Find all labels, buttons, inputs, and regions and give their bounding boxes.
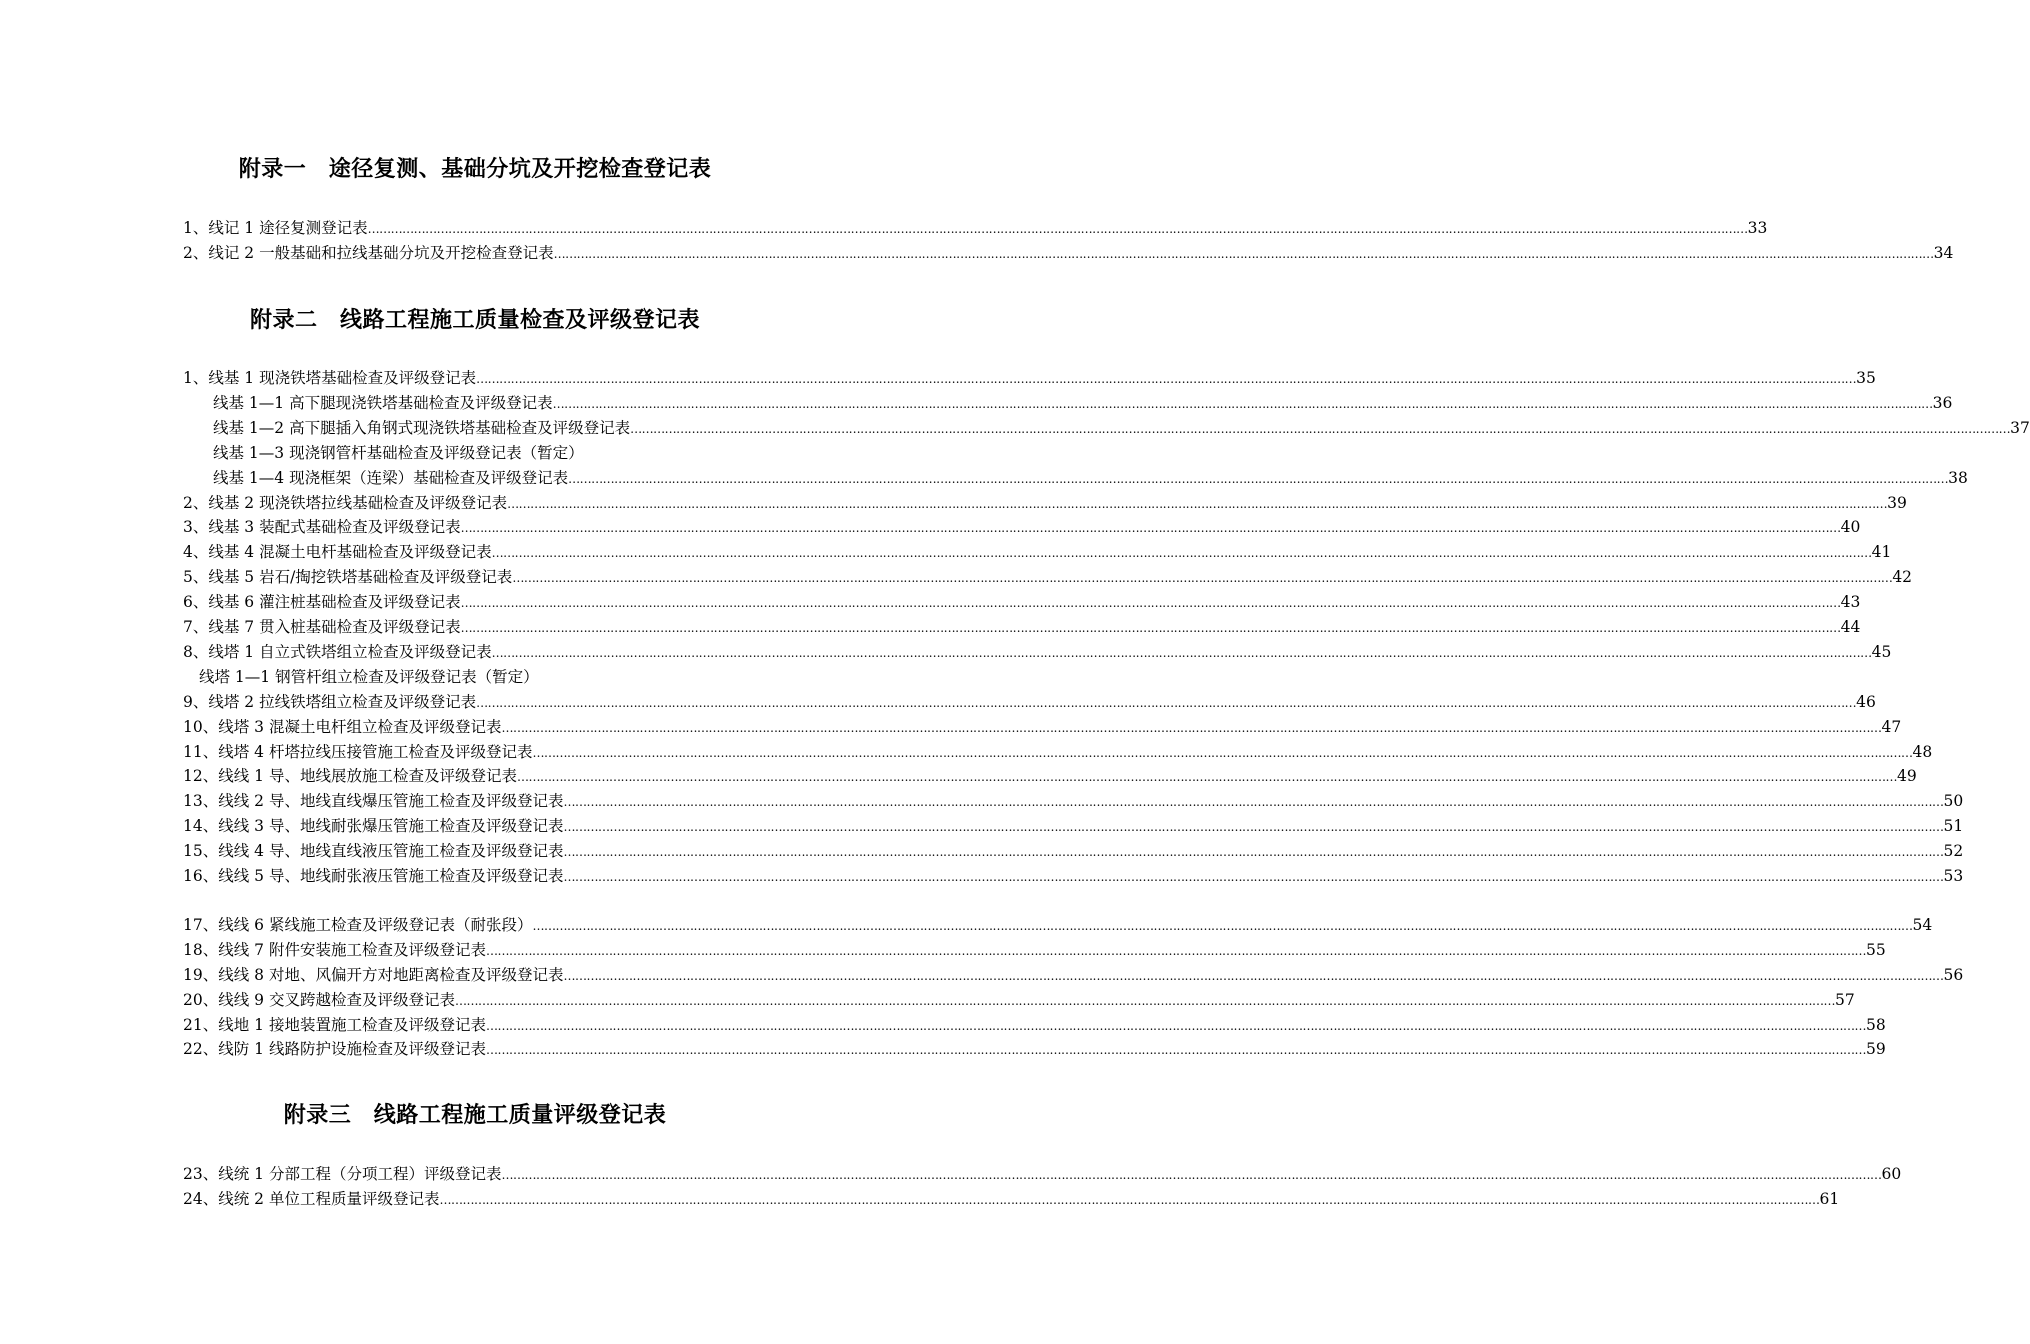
toc-entry[interactable]	[183, 366, 1876, 391]
dot-leader: ………………………………………………………………………………………………………………………………………………………………………………………………………………………………………………………………………………………………………………………………	[563, 968, 1944, 983]
toc-entry-title: 18、线线 7 附件安装施工检查及评级登记表	[183, 940, 486, 959]
dot-leader: ………………………………………………………………………………………………………………………………………………………………………………………………………………………………………………………………………………………………………………………………	[491, 645, 1872, 660]
toc-entry[interactable]	[183, 864, 1964, 889]
toc-page-number: 43	[1840, 593, 1861, 612]
toc-entry[interactable]	[183, 1187, 1840, 1212]
dot-leader: ………………………………………………………………………………………………………………………………………………………………………………………………………………………………………………………………………………………………………………………………	[630, 421, 2011, 436]
toc-entry-title: 9、线塔 2 拉线铁塔组立检查及评级登记表	[183, 692, 477, 711]
toc-entry-title: 2、线基 2 现浇铁塔拉线基础检查及评级登记表	[183, 493, 508, 512]
dot-leader: ………………………………………………………………………………………………………………………………………………………………………………………………………………………………………………………………………………………………………………………………	[367, 222, 1748, 236]
toc-entry-title: 21、线地 1 接地装置施工检查及评级登记表	[183, 1015, 486, 1034]
dot-leader: ………………………………………………………………………………………………………………………………………………………………………………………………………………………………………………………………………………………………………………………………	[439, 1192, 1820, 1207]
toc-page-number: 40	[1840, 518, 1861, 537]
toc-page-number: 53	[1943, 867, 1964, 885]
toc-page-number: 33	[1747, 219, 1768, 237]
toc-entry-title: 2、线记 2 一般基础和拉线基础分坑及开挖检查登记表	[183, 243, 554, 262]
dot-leader: ………………………………………………………………………………………………………………………………………………………………………………………………………………………………………………………………………………………………………………………………	[516, 770, 1897, 785]
dot-leader: ………………………………………………………………………………………………………………………………………………………………………………………………………………………………………………………………………………………………………………………………	[454, 993, 1835, 1008]
toc-entry-title: 5、线基 5 岩石/掏挖铁塔基础检查及评级登记表	[183, 568, 513, 587]
toc-entry[interactable]	[213, 466, 1968, 491]
toc-entry-title: 20、线线 9 交叉跨越检查及评级登记表	[183, 990, 455, 1009]
toc-entry[interactable]	[213, 416, 2030, 441]
dot-leader: ………………………………………………………………………………………………………………………………………………………………………………………………………………………………………………………………………………………………………………………………	[460, 621, 1841, 635]
toc-entry-title: 线基 1—1 高下腿现浇铁塔基础检查及评级登记表	[213, 393, 553, 412]
toc-entry[interactable]	[213, 441, 584, 466]
toc-page-number: 52	[1943, 842, 1964, 861]
dot-leader: ………………………………………………………………………………………………………………………………………………………………………………………………………………………………………………………………………………………………………………………………	[476, 372, 1857, 386]
toc-page-number: 61	[1819, 1189, 1840, 1208]
toc-entry[interactable]	[183, 913, 1933, 938]
appendix-heading: 附录一 途径复测、基础分坑及开挖检查登记表	[238, 156, 712, 182]
toc-entry[interactable]	[183, 241, 1954, 266]
toc-entry-title: 10、线塔 3 混凝土电杆组立检查及评级登记表	[183, 717, 502, 736]
dot-leader: ………………………………………………………………………………………………………………………………………………………………………………………………………………………………………………………………………………………………………………………………	[507, 496, 1888, 511]
toc-page-number: 36	[1932, 393, 1953, 412]
toc-entry[interactable]	[199, 665, 539, 690]
dot-leader: ………………………………………………………………………………………………………………………………………………………………………………………………………………………………………………………………………………………………………………………………	[491, 546, 1872, 561]
dot-leader: ………………………………………………………………………………………………………………………………………………………………………………………………………………………………………………………………………………………………………………………………	[563, 845, 1944, 860]
toc-page-number: 47	[1881, 717, 1902, 736]
dot-leader: ………………………………………………………………………………………………………………………………………………………………………………………………………………………………………………………………………………………………………………………………	[476, 695, 1857, 710]
toc-entry-title: 12、线线 1 导、地线展放施工检查及评级登记表	[183, 767, 517, 786]
toc-entry[interactable]	[183, 640, 1892, 665]
toc-entry-title: 14、线线 3 导、地线耐张爆压管施工检查及评级登记表	[183, 817, 564, 836]
toc-page-number: 49	[1896, 767, 1917, 786]
toc-entry[interactable]	[183, 789, 1964, 814]
toc-page-number: 48	[1912, 742, 1933, 761]
toc-entry[interactable]	[183, 491, 1907, 516]
toc-entry[interactable]	[183, 764, 1917, 789]
toc-page-number: 34	[1933, 243, 1954, 262]
toc-entry[interactable]	[183, 515, 1861, 540]
toc-entry[interactable]	[183, 963, 1964, 988]
toc-entry[interactable]	[183, 1162, 1902, 1187]
toc-entry-title: 16、线线 5 导、地线耐张液压管施工检查及评级登记表	[183, 867, 564, 885]
toc-page-number: 50	[1943, 792, 1964, 811]
toc-entry-title: 19、线线 8 对地、风偏开方对地距离检查及评级登记表	[183, 965, 564, 984]
toc-page-number: 58	[1865, 1015, 1886, 1034]
dot-leader: ………………………………………………………………………………………………………………………………………………………………………………………………………………………………………………………………………………………………………………………………	[460, 521, 1841, 536]
toc-entry-title: 7、线基 7 贯入桩基础检查及评级登记表	[183, 618, 461, 636]
dot-leader: ………………………………………………………………………………………………………………………………………………………………………………………………………………………………………………………………………………………………………………………………	[532, 918, 1913, 933]
toc-entry-title: 13、线线 2 导、地线直线爆压管施工检查及评级登记表	[183, 792, 564, 811]
toc-page-number: 42	[1892, 568, 1913, 587]
toc-entry-title: 1、线基 1 现浇铁塔基础检查及评级登记表	[183, 369, 477, 387]
dot-leader: ………………………………………………………………………………………………………………………………………………………………………………………………………………………………………………………………………………………………………………………………	[552, 396, 1933, 411]
toc-page-number: 44	[1840, 618, 1861, 636]
toc-entry-title: 15、线线 4 导、地线直线液压管施工检查及评级登记表	[183, 842, 564, 861]
toc-entry-title: 24、线统 2 单位工程质量评级登记表	[183, 1189, 440, 1208]
toc-entry[interactable]	[183, 216, 1768, 241]
toc-page-number: 45	[1871, 642, 1892, 661]
toc-entry-title: 17、线线 6 紧线施工检查及评级登记表（耐张段）	[183, 915, 533, 934]
dot-leader: ………………………………………………………………………………………………………………………………………………………………………………………………………………………………………………………………………………………………………………………………	[485, 1043, 1866, 1058]
dot-leader: ………………………………………………………………………………………………………………………………………………………………………………………………………………………………………………………………………………………………………………………………	[485, 943, 1866, 958]
dot-leader: ………………………………………………………………………………………………………………………………………………………………………………………………………………………………………………………………………………………………………………………………	[501, 1168, 1882, 1182]
toc-entry[interactable]	[183, 690, 1876, 715]
toc-entry[interactable]	[183, 540, 1892, 565]
toc-page-number: 35	[1856, 369, 1876, 387]
toc-page-number: 39	[1887, 493, 1907, 512]
toc-entry[interactable]	[183, 590, 1861, 615]
toc-entry-title: 线塔 1—1 钢管杆组立检查及评级登记表（暂定）	[199, 667, 539, 686]
toc-entry[interactable]	[183, 615, 1861, 640]
dot-leader: ………………………………………………………………………………………………………………………………………………………………………………………………………………………………………………………………………………………………………………………………	[568, 471, 1949, 486]
toc-page-number: 41	[1871, 543, 1892, 562]
toc-page-number: 56	[1943, 965, 1964, 984]
toc-page-number: 38	[1948, 468, 1968, 487]
toc-page-number: 59	[1865, 1040, 1886, 1059]
toc-entry-title: 22、线防 1 线路防护设施检查及评级登记表	[183, 1040, 486, 1059]
toc-page-number: 51	[1943, 817, 1964, 836]
dot-leader: ………………………………………………………………………………………………………………………………………………………………………………………………………………………………………………………………………………………………………………………………	[553, 246, 1934, 261]
toc-entry-title: 线基 1—2 高下腿插入角钢式现浇铁塔基础检查及评级登记表	[213, 418, 631, 437]
dot-leader: ………………………………………………………………………………………………………………………………………………………………………………………………………………………………………………………………………………………………………………………………	[563, 795, 1944, 810]
toc-page-number: 55	[1865, 940, 1886, 959]
toc-page-number: 37	[2010, 418, 2030, 437]
toc-entry-title: 线基 1—3 现浇钢管杆基础检查及评级登记表（暂定）	[213, 443, 584, 462]
toc-entry-title: 1、线记 1 途径复测登记表	[183, 219, 368, 237]
toc-entry-title: 8、线塔 1 自立式铁塔组立检查及评级登记表	[183, 642, 492, 661]
dot-leader: ………………………………………………………………………………………………………………………………………………………………………………………………………………………………………………………………………………………………………………………………	[563, 870, 1944, 884]
dot-leader: ………………………………………………………………………………………………………………………………………………………………………………………………………………………………………………………………………………………………………………………………	[512, 571, 1893, 586]
dot-leader: ………………………………………………………………………………………………………………………………………………………………………………………………………………………………………………………………………………………………………………………………	[485, 1018, 1866, 1033]
dot-leader: ………………………………………………………………………………………………………………………………………………………………………………………………………………………………………………………………………………………………………………………………	[501, 720, 1882, 735]
toc-entry[interactable]	[183, 740, 1933, 765]
toc-entry-title: 23、线统 1 分部工程（分项工程）评级登记表	[183, 1165, 502, 1183]
dot-leader: ………………………………………………………………………………………………………………………………………………………………………………………………………………………………………………………………………………………………………………………………	[532, 745, 1913, 760]
toc-page-number: 60	[1881, 1165, 1902, 1183]
toc-page-number: 54	[1912, 915, 1933, 934]
toc-page-number: 46	[1856, 692, 1876, 711]
appendix-heading: 附录二 线路工程施工质量检查及评级登记表	[249, 307, 700, 333]
toc-entry[interactable]	[183, 839, 1964, 864]
toc-entry[interactable]	[183, 1013, 1886, 1038]
toc-entry[interactable]	[183, 565, 1913, 590]
toc-entry[interactable]	[183, 814, 1964, 839]
toc-entry[interactable]	[183, 988, 1855, 1013]
toc-entry-title: 4、线基 4 混凝土电杆基础检查及评级登记表	[183, 543, 492, 562]
toc-entry[interactable]	[213, 391, 1953, 416]
toc-entry[interactable]	[183, 938, 1886, 963]
toc-entry-title: 11、线塔 4 杆塔拉线压接管施工检查及评级登记表	[183, 742, 533, 761]
toc-entry-title: 线基 1—4 现浇框架（连梁）基础检查及评级登记表	[213, 468, 569, 487]
dot-leader: ………………………………………………………………………………………………………………………………………………………………………………………………………………………………………………………………………………………………………………………………	[563, 820, 1944, 835]
toc-entry[interactable]	[183, 715, 1902, 740]
dot-leader: ………………………………………………………………………………………………………………………………………………………………………………………………………………………………………………………………………………………………………………………………	[460, 596, 1841, 611]
appendix-heading: 附录三 线路工程施工质量评级登记表	[283, 1102, 667, 1128]
toc-page-number: 57	[1834, 990, 1855, 1009]
toc-entry-title: 3、线基 3 装配式基础检查及评级登记表	[183, 518, 461, 537]
toc-entry-title: 6、线基 6 灌注桩基础检查及评级登记表	[183, 593, 461, 612]
toc-entry[interactable]	[183, 1037, 1886, 1062]
